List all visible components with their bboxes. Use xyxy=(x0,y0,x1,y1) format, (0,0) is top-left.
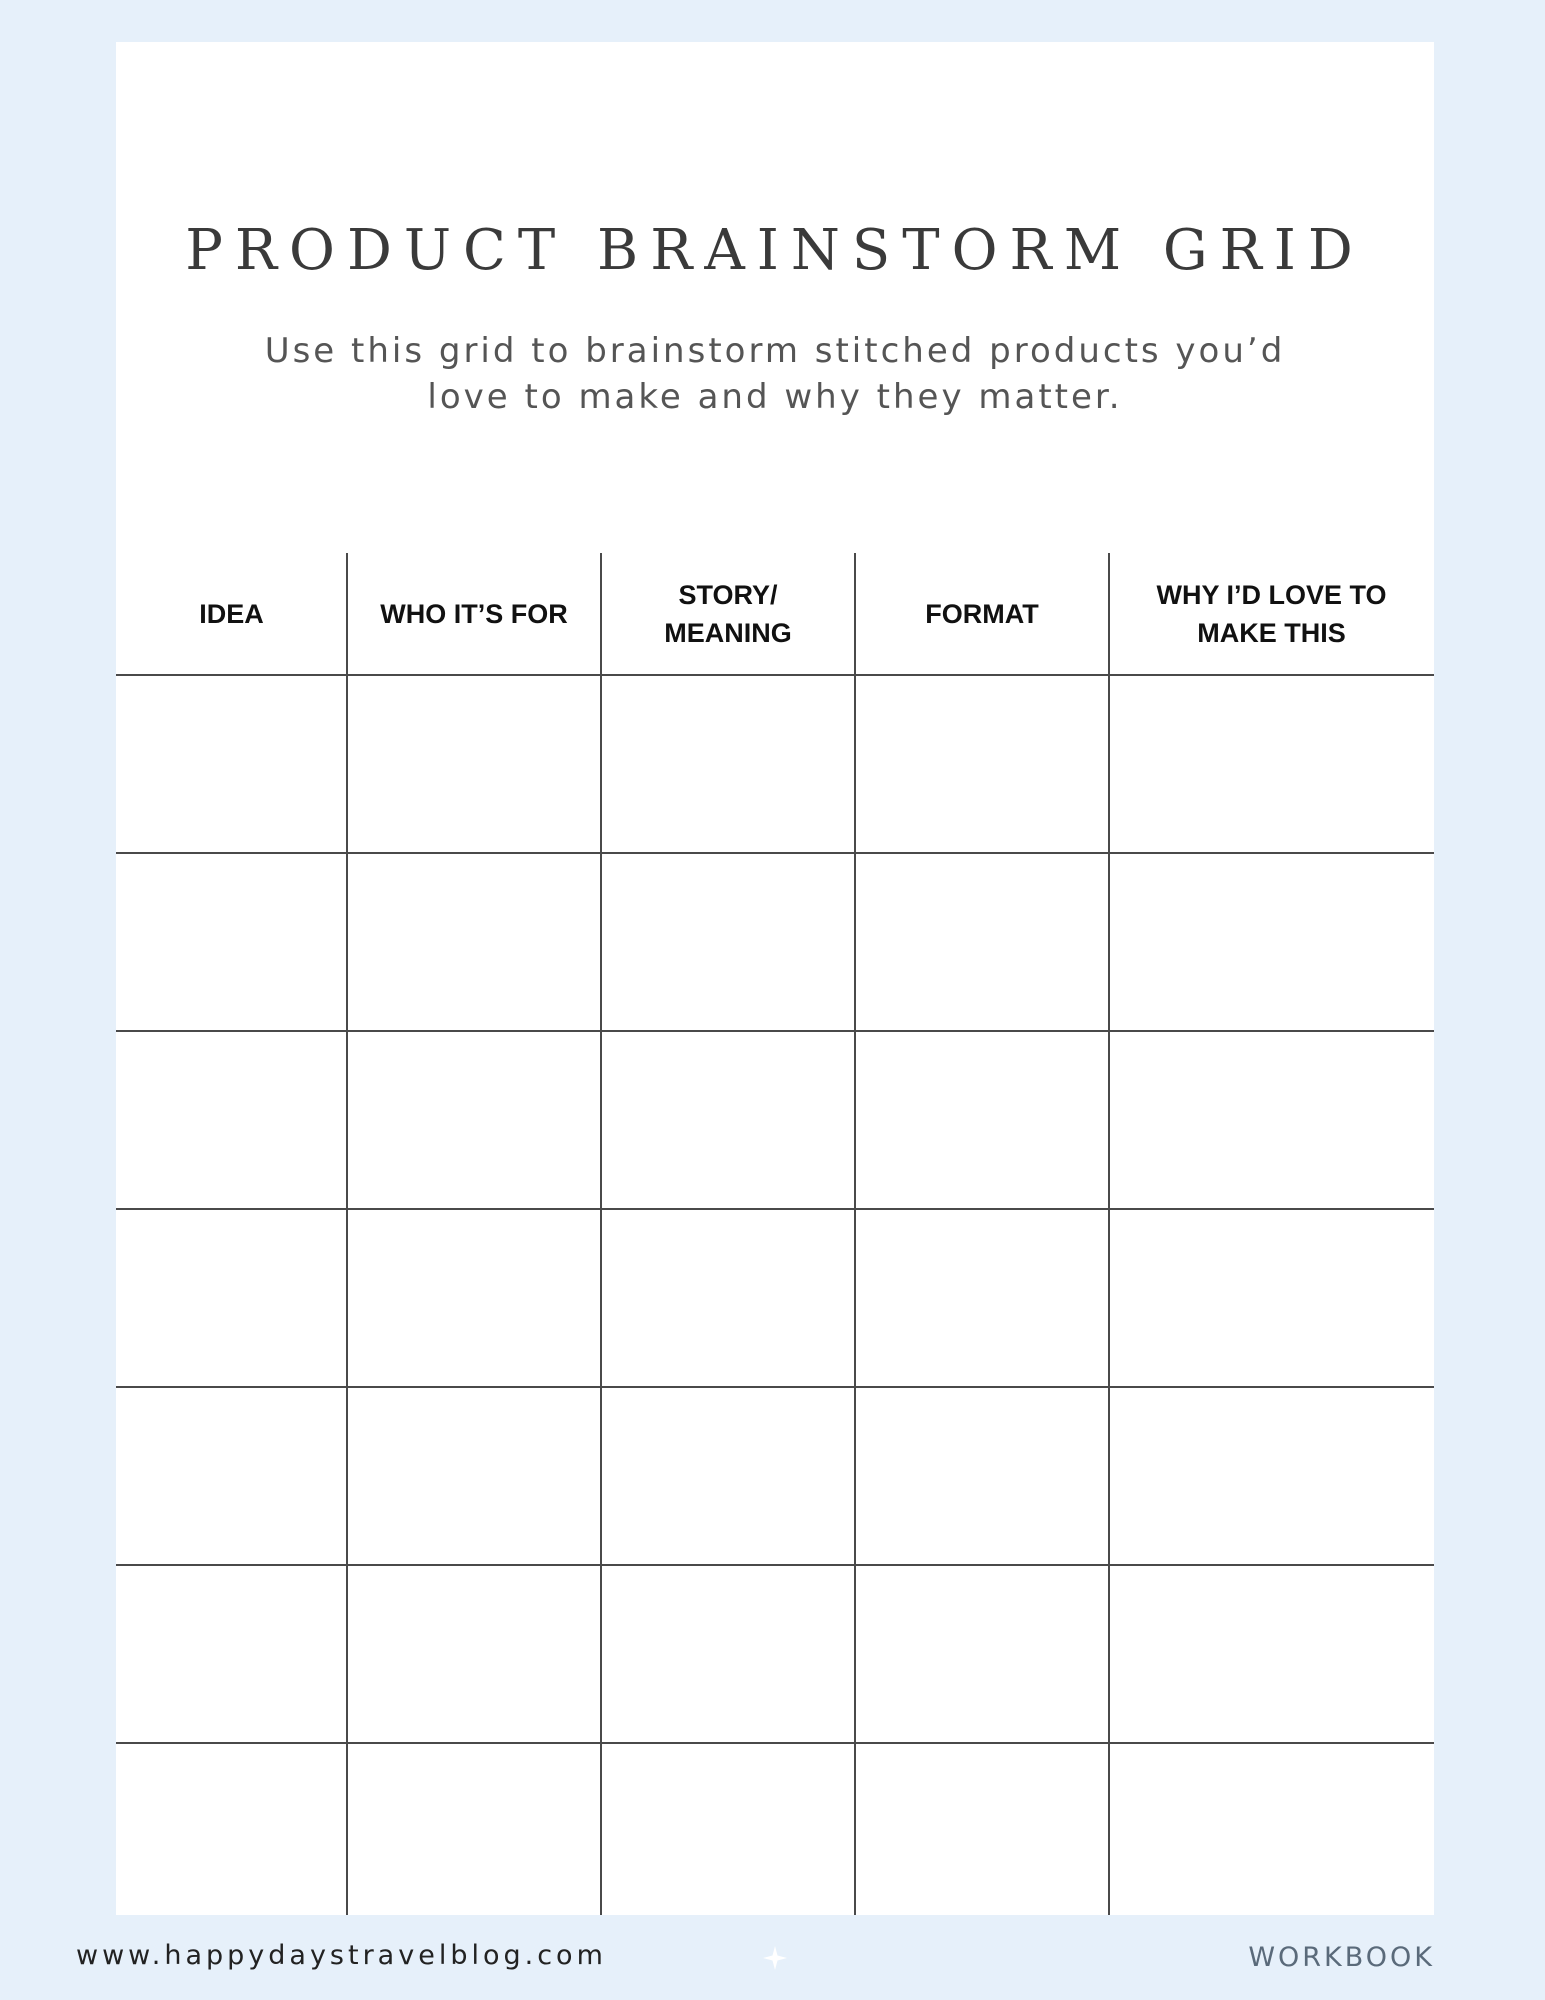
grid-cell[interactable] xyxy=(1109,1743,1434,1921)
grid-cell[interactable] xyxy=(601,1387,855,1565)
grid-cell[interactable] xyxy=(347,1387,601,1565)
column-header-who-its-for: WHO IT’S FOR xyxy=(380,599,568,629)
grid-cell[interactable] xyxy=(347,675,601,853)
grid-cell[interactable] xyxy=(601,1743,855,1921)
grid-cell[interactable] xyxy=(855,853,1109,1031)
worksheet-page xyxy=(116,42,1434,1915)
column-header-story-meaning: STORY/ MEANING xyxy=(664,580,792,648)
footer-workbook-label: WORKBOOK xyxy=(1248,1942,1435,1973)
sparkle-icon xyxy=(762,1945,788,1971)
grid-cell[interactable] xyxy=(601,1209,855,1387)
grid-cell[interactable] xyxy=(347,1743,601,1921)
footer-url: www.happydaystravelblog.com xyxy=(76,1940,607,1971)
grid-cell[interactable] xyxy=(855,1031,1109,1209)
grid-cell[interactable] xyxy=(1109,1209,1434,1387)
grid-cell[interactable] xyxy=(1109,1031,1434,1209)
grid-cell[interactable] xyxy=(1109,1565,1434,1743)
subtitle-line-1: Use this grid to brainstorm stitched products you’d xyxy=(264,331,1286,371)
grid-cell[interactable] xyxy=(116,1565,347,1743)
grid-cell[interactable] xyxy=(855,1209,1109,1387)
grid-cell[interactable] xyxy=(855,1387,1109,1565)
page-title: PRODUCT BRAINSTORM GRID xyxy=(185,218,1365,283)
grid-cell[interactable] xyxy=(116,1387,347,1565)
grid-cell[interactable] xyxy=(601,1565,855,1743)
grid-cell[interactable] xyxy=(601,1031,855,1209)
grid-cell[interactable] xyxy=(1109,675,1434,853)
grid-cell[interactable] xyxy=(347,853,601,1031)
grid-cell[interactable] xyxy=(855,1743,1109,1921)
grid-cell[interactable] xyxy=(601,853,855,1031)
subtitle-line-2: love to make and why they matter. xyxy=(427,377,1123,417)
grid-cell[interactable] xyxy=(347,1565,601,1743)
page-subtitle xyxy=(216,328,1334,420)
grid-cell[interactable] xyxy=(116,853,347,1031)
grid-cell[interactable] xyxy=(347,1209,601,1387)
grid-cell[interactable] xyxy=(116,1209,347,1387)
grid-cell[interactable] xyxy=(116,675,347,853)
brainstorm-grid xyxy=(116,553,1434,1915)
grid-cell[interactable] xyxy=(855,1565,1109,1743)
column-header-why-love-to-make: WHY I’D LOVE TO MAKE THIS xyxy=(1156,580,1387,648)
column-header-idea: IDEA xyxy=(199,599,264,629)
grid-cell[interactable] xyxy=(1109,1387,1434,1565)
grid-cell[interactable] xyxy=(116,1743,347,1921)
grid-cell[interactable] xyxy=(347,1031,601,1209)
grid-cell[interactable] xyxy=(116,1031,347,1209)
grid-cell[interactable] xyxy=(1109,853,1434,1031)
grid-cell[interactable] xyxy=(601,675,855,853)
column-header-format: FORMAT xyxy=(925,599,1039,629)
grid-cell[interactable] xyxy=(855,675,1109,853)
